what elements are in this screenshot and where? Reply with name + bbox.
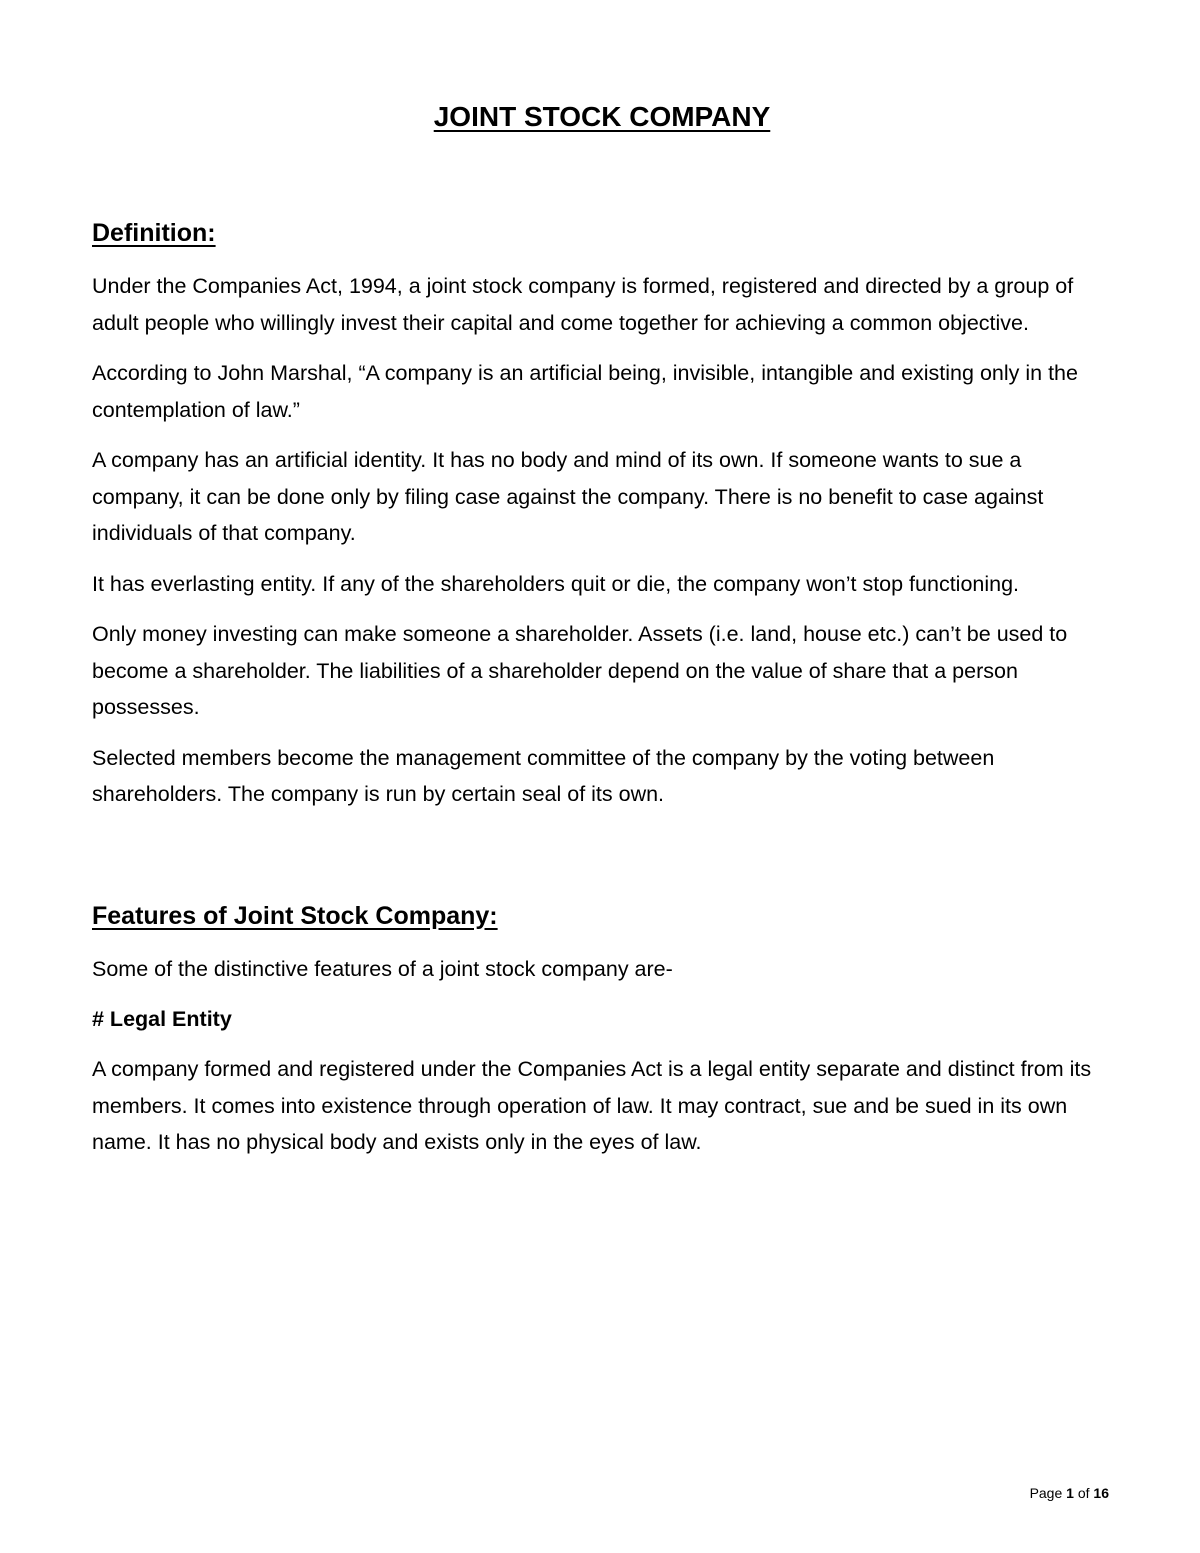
definition-paragraph: Under the Companies Act, 1994, a joint stock company is formed, registered and directed by a group of adult people who willingly invest their capital and come together for achieving a common objective.: [92, 274, 1074, 335]
definition-paragraph: Only money investing can make someone a shareholder. Assets (i.e. land, house etc.) can’t be used to become a shareholder. The liabilities of a shareholder depend on the value of share that a person possesses.: [92, 622, 1068, 719]
page-number-footer: [1030, 1483, 1109, 1503]
features-intro: Some of the distinctive features of a joint stock company are-: [92, 956, 673, 981]
features-heading: Features of Joint Stock Company:: [92, 901, 498, 930]
definition-paragraph: According to John Marshal, “A company is an artificial being, invisible, intangible and existing only in the contemplation of law.”: [92, 361, 1078, 422]
current-page-number: 1: [1066, 1485, 1074, 1501]
total-pages-number: 16: [1093, 1485, 1109, 1501]
definition-paragraph: A company has an artificial identity. It has no body and mind of its own. If someone wants to sue a company, it can be done only by filing case against the company. There is no benefit to case against individuals of that company.: [92, 448, 1044, 545]
document-body: [92, 98, 1112, 1175]
legal-entity-paragraph: A company formed and registered under the Companies Act is a legal entity separate and distinct from its members. It comes into existence through operation of law. It may contract, sue and be sued in its own name. It has no physical body and exists only in the eyes of law.: [92, 1057, 1092, 1154]
document-title: JOINT STOCK COMPANY: [433, 101, 771, 132]
definition-paragraph: Selected members become the management committee of the company by the voting between shareholders. The company is run by certain seal of its own.: [92, 745, 995, 806]
page-label: Page: [1029, 1485, 1063, 1501]
legal-entity-heading: # Legal Entity: [92, 1007, 232, 1031]
definition-heading: Definition:: [92, 219, 216, 247]
of-label: of: [1077, 1485, 1090, 1501]
definition-paragraph: It has everlasting entity. If any of the shareholders quit or die, the company won’t stop functioning.: [92, 571, 1020, 596]
